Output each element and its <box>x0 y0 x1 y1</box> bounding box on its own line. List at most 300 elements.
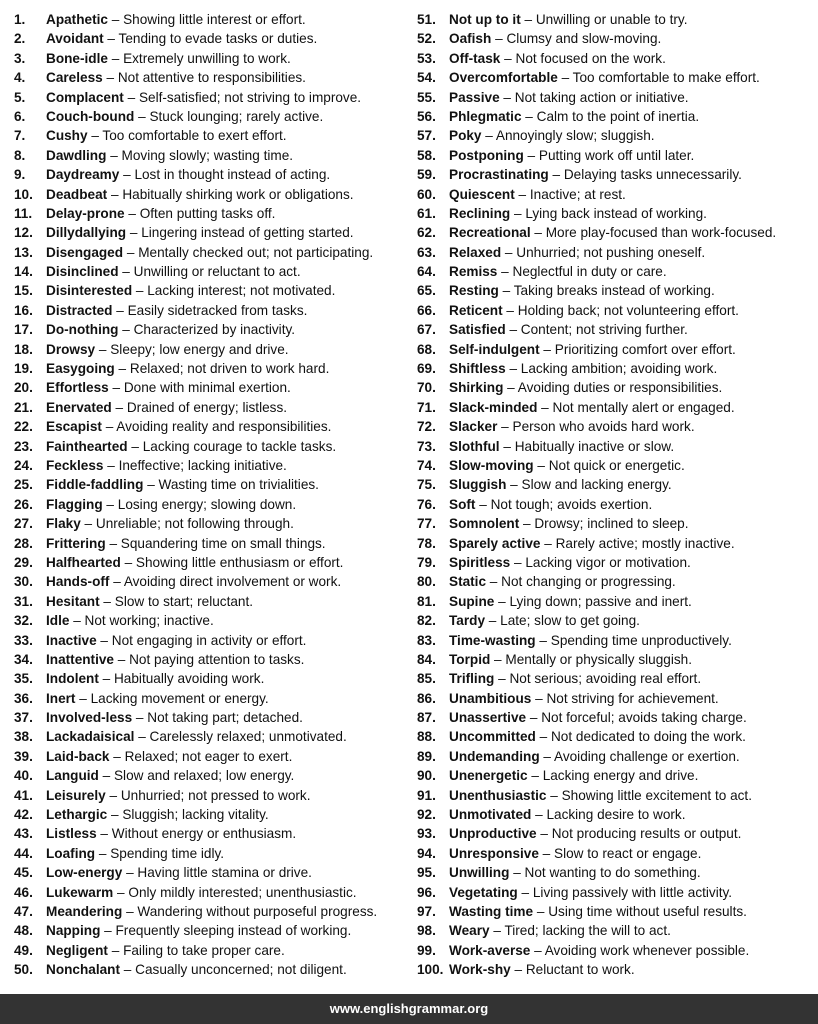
list-item <box>14 902 406 921</box>
item-definition: Reluctant to work. <box>525 962 635 978</box>
item-word: Careless <box>46 70 103 86</box>
item-number: 13. <box>14 244 33 260</box>
item-definition: Tending to evade tasks or duties. <box>118 31 318 47</box>
item-separator: – <box>98 768 114 784</box>
list-item <box>417 611 815 630</box>
item-separator: – <box>69 613 85 629</box>
list-item <box>417 572 815 591</box>
item-number: 90. <box>417 768 436 784</box>
item-number: 33. <box>14 632 33 648</box>
item-number: 71. <box>417 399 436 415</box>
item-text <box>449 689 719 708</box>
item-word: Overcomfortable <box>449 70 558 86</box>
item-text <box>449 883 732 902</box>
item-definition: Mentally or physically sluggish. <box>505 651 693 667</box>
item-text <box>46 941 285 960</box>
item-definition: Lacking interest; not motivated. <box>147 283 336 299</box>
list-item <box>14 107 406 126</box>
item-definition: Lacking vigor or motivation. <box>525 554 691 570</box>
list-item <box>417 29 815 48</box>
item-separator: – <box>124 205 140 221</box>
item-number: 70. <box>417 380 436 396</box>
item-text <box>46 669 264 688</box>
item-text <box>46 553 343 572</box>
item-number: 20. <box>14 380 33 396</box>
item-word: Trifling <box>449 671 495 687</box>
list-item <box>14 669 406 688</box>
word-list-right-column <box>417 10 815 980</box>
item-word: Involved-less <box>46 710 133 726</box>
list-item <box>417 243 815 262</box>
item-text <box>46 727 347 746</box>
item-word: Resting <box>449 283 499 299</box>
item-definition: Annoyingly slow; sluggish. <box>495 128 655 144</box>
item-text <box>46 223 354 242</box>
item-definition: Spending time idly. <box>110 845 225 861</box>
item-number: 59. <box>417 167 436 183</box>
item-word: Hands-off <box>46 574 110 590</box>
item-number: 19. <box>14 361 33 377</box>
item-text <box>449 88 689 107</box>
item-word: Inactive <box>46 632 97 648</box>
list-item <box>417 165 815 184</box>
item-definition: Wasting time on trivialities. <box>158 477 319 493</box>
list-item <box>417 126 815 145</box>
item-word: Shirking <box>449 380 504 396</box>
item-number: 65. <box>417 283 436 299</box>
item-text <box>449 727 746 746</box>
item-definition: Easily sidetracked from tasks. <box>127 302 308 318</box>
item-definition: Prioritizing comfort over effort. <box>554 341 736 357</box>
item-separator: – <box>98 671 114 687</box>
item-separator: – <box>122 865 138 881</box>
list-item <box>14 185 406 204</box>
item-number: 51. <box>417 12 436 27</box>
item-definition: Person who avoids hard work. <box>512 419 695 435</box>
item-separator: – <box>105 787 121 803</box>
footer-banner <box>0 994 818 1024</box>
item-word: Languid <box>46 768 99 784</box>
list-item <box>417 262 815 281</box>
item-text <box>449 863 701 882</box>
list-item <box>417 417 815 436</box>
item-word: Spiritless <box>449 554 511 570</box>
item-separator: – <box>498 283 514 299</box>
item-text <box>449 68 760 87</box>
item-word: Vegetating <box>449 884 518 900</box>
list-item <box>14 281 406 300</box>
list-item <box>14 650 406 669</box>
item-definition: Using time without useful results. <box>548 903 747 919</box>
item-definition: Ineffective; lacking initiative. <box>118 457 287 473</box>
list-item <box>14 631 406 650</box>
list-item <box>417 863 815 882</box>
item-number: 31. <box>14 593 33 609</box>
item-number: 16. <box>14 302 33 318</box>
item-number: 3. <box>14 50 26 66</box>
list-item <box>417 185 815 204</box>
list-item <box>14 766 406 785</box>
item-text <box>449 301 739 320</box>
list-item <box>14 824 406 843</box>
item-separator: – <box>510 554 526 570</box>
list-item <box>14 475 406 494</box>
item-separator: – <box>538 845 555 861</box>
item-word: Unwilling <box>449 865 510 881</box>
list-item <box>14 747 406 766</box>
item-definition: Lingering instead of getting started. <box>141 225 354 241</box>
item-text <box>449 262 667 281</box>
item-separator: – <box>119 167 135 183</box>
item-word: Satisfied <box>449 322 506 338</box>
item-definition: Delaying tasks unnecessarily. <box>563 167 742 183</box>
item-number: 78. <box>417 535 436 551</box>
item-number: 14. <box>14 264 33 280</box>
item-separator: – <box>521 108 537 124</box>
item-number: 85. <box>417 671 436 687</box>
list-item <box>14 204 406 223</box>
item-text <box>46 107 323 126</box>
item-separator: – <box>120 962 136 978</box>
item-number: 30. <box>14 574 33 590</box>
item-definition: Slow to start; reluctant. <box>114 593 254 609</box>
item-separator: – <box>143 477 159 493</box>
item-word: Unenthusiastic <box>449 787 547 803</box>
item-word: Unassertive <box>449 710 527 726</box>
item-number: 27. <box>14 516 33 532</box>
item-separator: – <box>503 380 518 396</box>
item-number: 95. <box>417 865 436 881</box>
footer-website: www.englishgrammar.org <box>329 1001 489 1016</box>
item-number: 84. <box>417 651 436 667</box>
item-word: Idle <box>46 613 70 629</box>
item-number: 35. <box>14 671 33 687</box>
item-separator: – <box>497 264 513 280</box>
item-text <box>449 243 705 262</box>
item-separator: – <box>75 690 91 706</box>
list-item <box>417 398 815 417</box>
list-item <box>417 553 815 572</box>
item-separator: – <box>497 419 513 435</box>
item-word: Unenergetic <box>449 768 528 784</box>
item-text <box>449 456 685 475</box>
item-definition: Relaxed; not eager to exert. <box>124 748 293 764</box>
item-separator: – <box>557 70 573 86</box>
list-item <box>417 727 815 746</box>
item-number: 77. <box>417 516 436 532</box>
item-number: 89. <box>417 748 436 764</box>
item-word: Disengaged <box>46 244 124 260</box>
item-definition: Spending time unproductively. <box>550 632 732 648</box>
item-text <box>46 88 361 107</box>
list-item <box>417 534 815 553</box>
item-separator: – <box>527 768 543 784</box>
item-definition: Too comfortable to exert effort. <box>102 128 287 144</box>
item-number: 87. <box>417 710 436 726</box>
item-text <box>449 475 672 494</box>
list-item <box>14 553 406 572</box>
item-number: 91. <box>417 787 436 803</box>
list-item <box>14 301 406 320</box>
item-text <box>449 495 652 514</box>
list-item <box>14 786 406 805</box>
item-definition: Calm to the point of inertia. <box>536 108 700 124</box>
item-definition: Late; slow to get going. <box>500 613 640 629</box>
item-definition: Living passively with little activity. <box>532 884 733 900</box>
item-word: Loafing <box>46 845 96 861</box>
item-text <box>449 514 689 533</box>
item-definition: Not changing or progressing. <box>501 574 676 590</box>
item-text <box>46 805 269 824</box>
item-word: Relaxed <box>449 244 502 260</box>
list-item <box>14 29 406 48</box>
item-separator: – <box>505 322 521 338</box>
item-separator: – <box>132 283 148 299</box>
list-item <box>417 340 815 359</box>
item-text <box>46 631 306 650</box>
item-text <box>449 960 635 979</box>
item-number: 26. <box>14 496 33 512</box>
list-item <box>14 805 406 824</box>
item-separator: – <box>101 419 117 435</box>
item-number: 66. <box>417 302 436 318</box>
item-number: 58. <box>417 147 436 163</box>
item-word: Slow-moving <box>449 457 534 473</box>
item-separator: – <box>535 729 551 745</box>
item-definition: Not forceful; avoids taking charge. <box>541 710 747 726</box>
item-number: 54. <box>417 70 436 86</box>
item-separator: – <box>107 12 124 27</box>
list-item <box>417 921 815 940</box>
item-definition: Unwilling or unable to try. <box>535 12 688 27</box>
list-item <box>14 126 406 145</box>
item-text <box>46 262 301 281</box>
item-definition: Casually unconcerned; not diligent. <box>135 962 347 978</box>
item-word: Indolent <box>46 671 99 687</box>
list-item <box>14 165 406 184</box>
item-text <box>46 572 341 591</box>
item-word: Dillydallying <box>46 225 127 241</box>
item-number: 93. <box>417 826 436 842</box>
item-number: 43. <box>14 826 33 842</box>
list-item <box>417 592 815 611</box>
item-separator: – <box>506 477 522 493</box>
item-definition: Squandering time on small things. <box>120 535 326 551</box>
item-word: Fainthearted <box>46 438 128 454</box>
item-definition: Avoiding challenge or exertion. <box>554 748 740 764</box>
item-text <box>46 456 287 475</box>
item-number: 2. <box>14 31 26 47</box>
item-number: 74. <box>417 457 436 473</box>
item-definition: Often putting tasks off. <box>139 205 276 221</box>
item-definition: Putting work off until later. <box>538 147 695 163</box>
item-word: Off-task <box>449 50 501 66</box>
item-separator: – <box>111 399 127 415</box>
item-text <box>46 437 336 456</box>
item-word: Negligent <box>46 942 108 958</box>
item-text <box>449 417 695 436</box>
item-text <box>46 359 329 378</box>
list-item <box>14 340 406 359</box>
list-item <box>14 941 406 960</box>
item-word: Avoidant <box>46 31 104 47</box>
list-item <box>417 49 815 68</box>
item-word: Remiss <box>449 264 498 280</box>
list-item <box>417 204 815 223</box>
list-item <box>417 844 815 863</box>
item-definition: Lost in thought instead of acting. <box>134 167 331 183</box>
item-number: 55. <box>417 89 436 105</box>
item-text <box>449 185 626 204</box>
item-word: Daydreamy <box>46 167 120 183</box>
item-definition: Not engaging in activity or effort. <box>111 632 307 648</box>
item-word: Tardy <box>449 613 486 629</box>
list-item <box>14 437 406 456</box>
item-separator: – <box>539 748 554 764</box>
item-text <box>449 941 749 960</box>
item-number: 28. <box>14 535 33 551</box>
item-definition: Tired; lacking the will to act. <box>504 923 671 939</box>
item-separator: – <box>536 826 552 842</box>
item-separator: – <box>127 438 143 454</box>
item-text <box>46 243 373 262</box>
item-separator: – <box>126 225 142 241</box>
item-definition: Content; not striving further. <box>520 322 688 338</box>
item-text <box>46 902 377 921</box>
item-number: 18. <box>14 341 33 357</box>
item-text <box>46 49 291 68</box>
item-separator: – <box>502 302 518 318</box>
item-word: Listless <box>46 826 97 842</box>
list-item <box>14 863 406 882</box>
item-text <box>449 631 732 650</box>
item-word: Reticent <box>449 302 503 318</box>
item-separator: – <box>103 457 119 473</box>
item-definition: Done with minimal exertion. <box>123 380 291 396</box>
item-text <box>449 534 735 553</box>
item-separator: – <box>531 690 547 706</box>
item-text <box>449 805 685 824</box>
item-definition: Habitually shirking work or obligations. <box>122 186 354 202</box>
item-number: 25. <box>14 477 33 493</box>
item-definition: Not focused on the work. <box>515 50 666 66</box>
item-number: 57. <box>417 128 436 144</box>
item-word: Passive <box>449 89 500 105</box>
list-item <box>417 301 815 320</box>
item-text <box>449 281 715 300</box>
item-definition: Lacking desire to work. <box>546 807 686 823</box>
item-separator: – <box>114 361 130 377</box>
item-separator: – <box>96 826 112 842</box>
item-number: 73. <box>417 438 436 454</box>
item-text <box>449 204 707 223</box>
item-separator: – <box>107 50 124 66</box>
list-item <box>14 921 406 940</box>
list-item <box>417 10 815 29</box>
item-definition: Showing little interest or effort. <box>123 12 306 27</box>
item-separator: – <box>499 438 515 454</box>
item-text <box>449 650 692 669</box>
list-item <box>417 766 815 785</box>
item-word: Distracted <box>46 302 113 318</box>
item-number: 53. <box>417 50 436 66</box>
item-separator: – <box>510 962 526 978</box>
item-word: Disinclined <box>46 264 119 280</box>
item-text <box>46 126 287 145</box>
item-separator: – <box>112 302 128 318</box>
item-separator: – <box>481 128 496 144</box>
item-definition: Carelessly relaxed; unmotivated. <box>149 729 347 745</box>
item-word: Meandering <box>46 903 123 919</box>
item-definition: Unhurried; not pressed to work. <box>120 787 311 803</box>
item-text <box>46 611 214 630</box>
list-item <box>417 805 815 824</box>
item-text <box>449 572 676 591</box>
list-item <box>417 689 815 708</box>
item-text <box>46 68 306 87</box>
item-definition: Not attentive to responsibilities. <box>117 70 306 86</box>
item-separator: – <box>489 923 505 939</box>
item-text <box>46 844 224 863</box>
item-definition: Lacking courage to tackle tasks. <box>142 438 337 454</box>
list-item <box>417 281 815 300</box>
item-number: 64. <box>417 264 436 280</box>
item-number: 60. <box>417 186 436 202</box>
list-item <box>14 514 406 533</box>
item-definition: Lying down; passive and inert. <box>509 593 692 609</box>
item-number: 34. <box>14 651 33 667</box>
item-word: Quiescent <box>449 186 515 202</box>
item-word: Shiftless <box>449 361 506 377</box>
item-word: Escapist <box>46 419 102 435</box>
item-definition: Not mentally alert or engaged. <box>552 399 735 415</box>
item-text <box>46 766 294 785</box>
item-definition: Lacking movement or energy. <box>90 690 269 706</box>
item-word: Recreational <box>449 225 531 241</box>
item-text <box>46 146 293 165</box>
item-separator: – <box>134 729 150 745</box>
item-definition: Avoiding duties or responsibilities. <box>517 380 723 396</box>
item-number: 76. <box>417 496 436 512</box>
item-text <box>449 611 640 630</box>
item-word: Work-shy <box>449 962 511 978</box>
list-item <box>417 88 815 107</box>
list-item <box>14 68 406 87</box>
item-word: Self-indulgent <box>449 341 540 357</box>
item-definition: Extremely unwilling to work. <box>123 50 291 66</box>
item-text <box>46 204 275 223</box>
item-text <box>46 863 312 882</box>
item-separator: – <box>80 516 96 532</box>
item-separator: – <box>475 496 491 512</box>
item-separator: – <box>530 942 545 958</box>
item-text <box>449 844 701 863</box>
item-word: Nonchalant <box>46 962 121 978</box>
item-separator: – <box>113 651 130 667</box>
list-item <box>417 669 815 688</box>
list-item <box>14 495 406 514</box>
item-separator: – <box>501 244 517 260</box>
list-item <box>14 378 406 397</box>
item-text <box>449 340 736 359</box>
list-item <box>417 824 815 843</box>
item-word: Effortless <box>46 380 109 396</box>
item-word: Lackadaisical <box>46 729 135 745</box>
item-separator: – <box>535 632 551 648</box>
item-definition: Sluggish; lacking vitality. <box>122 807 269 823</box>
item-text <box>449 126 655 145</box>
item-definition: Taking breaks instead of working. <box>513 283 715 299</box>
